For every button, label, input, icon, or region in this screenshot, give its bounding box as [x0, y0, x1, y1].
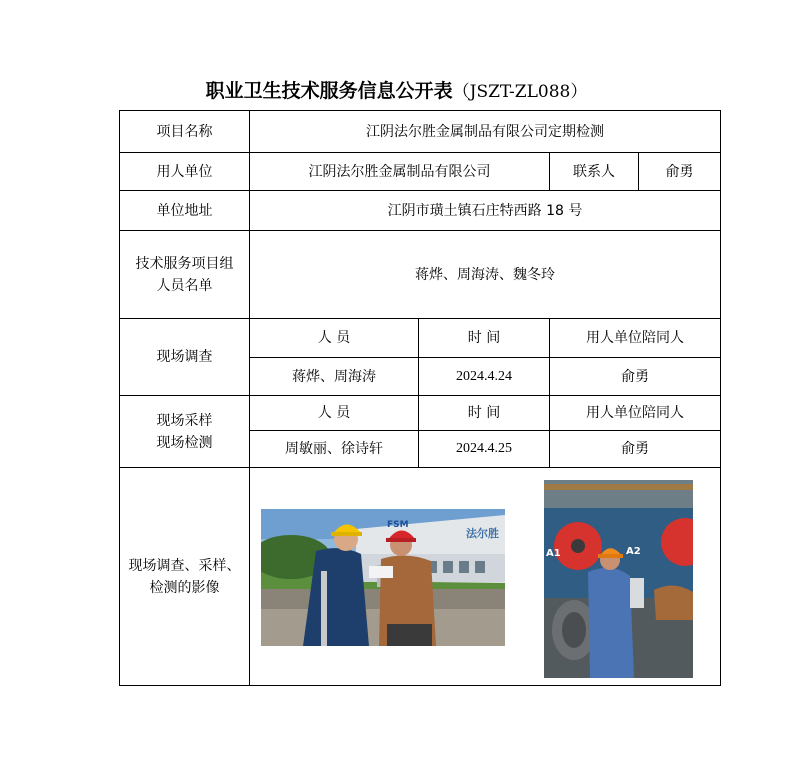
contact-value: 俞勇 [639, 153, 721, 191]
photo-machinery [544, 480, 693, 678]
sampling-label-line1: 现场采样 [156, 412, 213, 429]
address-value: 江阴市璜土镇石庄特西路 18 号 [250, 191, 721, 231]
images-label [120, 468, 250, 686]
photo-marker-a1: A1 [546, 548, 561, 559]
sampling-header-time: 时 间 [419, 396, 550, 431]
images-label-line2: 检测的影像 [149, 579, 220, 596]
survey-companion: 俞勇 [550, 358, 721, 396]
title-code: （JSZT-ZL088） [452, 82, 588, 102]
project-label: 项目名称 [120, 111, 250, 153]
sampling-companion: 俞勇 [550, 431, 721, 468]
employer-label: 用人单位 [120, 153, 250, 191]
row-team [120, 231, 721, 319]
title-main: 职业卫生技术服务信息公开表 [205, 80, 453, 102]
team-label-line2: 人员名单 [156, 277, 213, 294]
page-title [0, 76, 793, 103]
team-label-line1: 技术服务项目组 [135, 255, 234, 272]
project-value: 江阴法尔胜金属制品有限公司定期检测 [250, 111, 721, 153]
photo-logo-text: FSM [387, 520, 409, 530]
sampling-label-line2: 现场检测 [156, 434, 213, 451]
survey-header-companion: 用人单位陪同人 [550, 319, 721, 358]
row-sampling-header [120, 396, 721, 431]
employer-value: 江阴法尔胜金属制品有限公司 [250, 153, 550, 191]
team-value: 蒋烨、周海涛、魏冬玲 [250, 231, 721, 319]
survey-date: 2024.4.24 [419, 358, 550, 396]
row-employer [120, 153, 721, 191]
sampling-header-companion: 用人单位陪同人 [550, 396, 721, 431]
survey-header-time: 时 间 [419, 319, 550, 358]
row-address [120, 191, 721, 231]
survey-header-persons: 人 员 [250, 319, 419, 358]
survey-persons: 蒋烨、周海涛 [250, 358, 419, 396]
address-label: 单位地址 [120, 191, 250, 231]
sampling-label [120, 396, 250, 468]
survey-label: 现场调查 [120, 319, 250, 396]
photo-sign-text: 法尔胜 [466, 527, 499, 540]
team-label [120, 231, 250, 319]
photo-marker-a2: A2 [626, 546, 641, 557]
contact-label: 联系人 [550, 153, 639, 191]
sampling-header-persons: 人 员 [250, 396, 419, 431]
row-project [120, 111, 721, 153]
row-survey-header [120, 319, 721, 358]
sampling-date: 2024.4.25 [419, 431, 550, 468]
sampling-persons: 周敏丽、徐诗轩 [250, 431, 419, 468]
photo-factory-exterior [261, 509, 505, 646]
images-label-line1: 现场调查、采样、 [128, 557, 241, 574]
